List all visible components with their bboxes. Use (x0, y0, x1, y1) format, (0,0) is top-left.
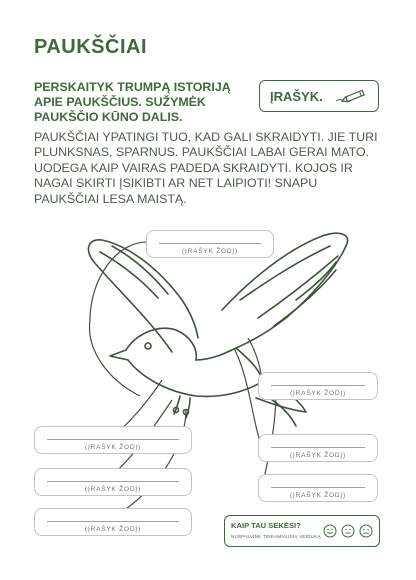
answer-box-3[interactable] (34, 426, 192, 454)
happy-face-icon[interactable] (323, 524, 337, 538)
answer-box-5[interactable] (34, 468, 192, 496)
answer-box-2[interactable] (258, 372, 378, 400)
answer-hint: (ĮRAŠYK ŽODĮ) (85, 526, 141, 533)
answer-hint: (ĮRAŠYK ŽODĮ) (290, 390, 346, 397)
answer-hint: (ĮRAŠYK ŽODĮ) (85, 444, 141, 451)
answer-hint: (ĮRAŠYK ŽODĮ) (290, 492, 346, 499)
answer-box-1[interactable] (146, 230, 274, 258)
answer-hint: (ĮRAŠYK ŽODĮ) (182, 248, 238, 255)
sad-face-icon[interactable] (359, 524, 373, 538)
feedback-question: KAIP TAU SEKĖSI? (231, 521, 301, 530)
answer-box-6[interactable] (258, 474, 378, 502)
neutral-face-icon[interactable] (341, 524, 355, 538)
story-text: PAUKŠČIAI YPATINGI TUO, KAD GALI SKRAIDYTI. JIE TURI PLUNKSNAS, SPARNUS. PAUKŠČIAI LABAI GERAI MATO. UODEGA KAIP VAIRAS PADEDA SKRAIDYTI. KOJOS IR NAGAI SKIRTI ĮSIKIBTI AR NET LAIPIOTI! SNAPU PAUKŠČIAI LESA MAISTĄ. (34, 130, 378, 206)
answer-box-7[interactable] (34, 508, 192, 536)
write-label: ĮRAŠYK. (270, 89, 323, 104)
feedback-subtitle: NUSPALVINK TINKAMIAUSIĄ VEIDUKĄ. (231, 534, 323, 539)
page-title: PAUKŠČIAI (34, 36, 148, 58)
answer-box-4[interactable] (258, 434, 378, 462)
answer-hint: (ĮRAŠYK ŽODĮ) (290, 452, 346, 459)
answer-hint: (ĮRAŠYK ŽODĮ) (85, 486, 141, 493)
instruction-text: PERSKAITYK TRUMPĄ ISTORIJĄ APIE PAUKŠČIUS. SUŽYMĖK PAUKŠČIO KŪNO DALIS. (34, 80, 231, 124)
feedback-box (224, 515, 380, 547)
